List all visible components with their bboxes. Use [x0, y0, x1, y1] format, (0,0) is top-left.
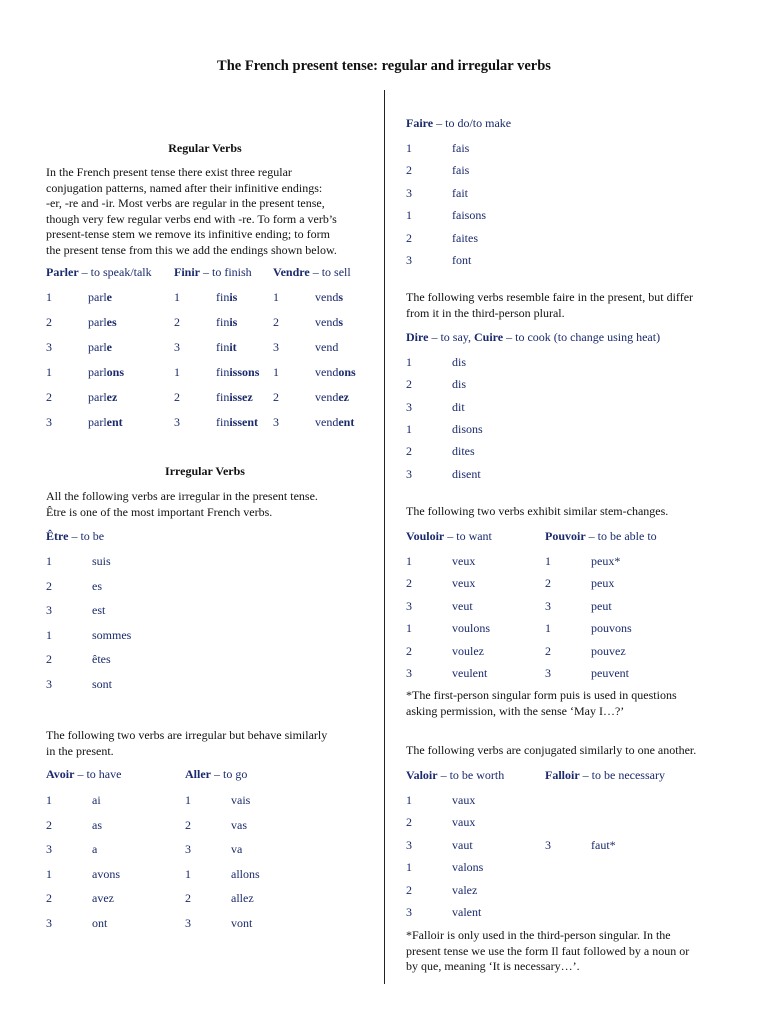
faire-header: Faire – to do/to make: [406, 116, 512, 130]
conjugation: es: [92, 578, 102, 593]
person-number: 1: [545, 554, 551, 568]
person-number: 2: [46, 817, 52, 832]
ending: ent: [338, 415, 355, 429]
ending: is: [229, 290, 238, 304]
avoir-intro: [46, 728, 376, 759]
stem: parl: [88, 290, 107, 304]
person-number: 3: [174, 340, 180, 354]
conjugation: avez: [92, 891, 114, 906]
conjugation: [315, 390, 349, 405]
ending: ez: [106, 390, 118, 404]
conjugation: dis: [452, 355, 467, 369]
person-number: 1: [46, 866, 52, 881]
verb-meaning: to want: [456, 529, 492, 543]
conjugation: ont: [92, 916, 108, 930]
verb-name: Avoir: [46, 767, 75, 781]
ending: issent: [229, 415, 259, 429]
conjugation: [88, 290, 112, 305]
stem: fin: [216, 415, 230, 429]
stem: vend: [315, 340, 339, 354]
verb-meaning: to go: [223, 767, 248, 781]
verb-meaning: to be necessary: [591, 768, 665, 782]
conjugation: as: [92, 817, 102, 832]
conjugation: fais: [452, 163, 470, 178]
person-number: 2: [46, 315, 52, 329]
regular-verb-header: [273, 265, 351, 280]
conjugation: dites: [452, 444, 475, 459]
conjugation: [88, 365, 124, 380]
valoir-header: Valoir – to be worth: [406, 768, 505, 782]
person-number: 3: [406, 905, 412, 919]
conjugation: [315, 315, 343, 330]
ending: is: [229, 315, 238, 329]
person-number: 3: [273, 415, 279, 429]
stem: vend: [315, 315, 339, 329]
stem: parl: [88, 365, 107, 379]
verb-meaning: to be able to: [597, 529, 657, 543]
conjugation: [216, 290, 237, 305]
note-line: *The first-person singular form puis is used in questions: [406, 688, 677, 702]
person-number: 1: [46, 793, 52, 807]
person-number: 3: [174, 415, 180, 429]
conjugation: dis: [452, 377, 467, 392]
conjugation: valent: [452, 905, 482, 919]
person-number: 2: [185, 817, 191, 832]
person-number: 2: [406, 815, 412, 830]
verb-name: Être: [46, 529, 69, 543]
regular-verbs-heading: Regular Verbs: [168, 141, 242, 155]
person-number: 3: [406, 666, 412, 680]
conjugation: avons: [92, 866, 120, 881]
conjugation: vas: [231, 817, 247, 832]
conjugation: font: [452, 253, 472, 267]
person-number: 3: [46, 415, 52, 429]
person-number: 1: [185, 866, 191, 881]
regular-intro-line: conjugation patterns, named after their infinitive endings:: [46, 180, 323, 195]
dire-intro-line: from it in the third-person plural.: [406, 305, 565, 320]
note-line: asking permission, with the sense ‘May I…?’: [406, 703, 625, 718]
person-number: 1: [406, 860, 412, 875]
person-number: 2: [545, 643, 551, 658]
dire-intro: [406, 290, 736, 321]
conjugation: veux: [452, 554, 476, 568]
avoir-intro-line: in the present.: [46, 743, 114, 758]
person-number: 2: [406, 576, 412, 591]
ending: ons: [338, 365, 356, 379]
regular-verb-header: [174, 265, 252, 280]
verb-name: Faire: [406, 116, 434, 130]
person-number: 1: [46, 365, 52, 379]
verb-name: Parler: [46, 265, 79, 279]
person-number: 3: [46, 677, 52, 691]
ending: ent: [106, 415, 123, 429]
falloir-form: faut*: [591, 838, 616, 852]
stem: fin: [216, 290, 230, 304]
person-number: 1: [406, 421, 412, 436]
conjugation: [216, 340, 237, 355]
verb-meaning: to be worth: [449, 768, 505, 782]
falloir-person: 3: [545, 838, 551, 852]
conjugation: peux*: [591, 554, 621, 568]
conjugation: [88, 340, 112, 355]
person-number: 2: [545, 576, 551, 591]
regular-intro: [46, 165, 376, 258]
conjugation: allons: [231, 866, 260, 881]
conjugation: est: [92, 603, 106, 618]
pouvoir-header: Pouvoir – to be able to: [545, 529, 657, 543]
regular-intro-line: present-tense stem we remove its infinitive ending; to form: [46, 227, 330, 241]
conjugation: [315, 290, 343, 305]
person-number: 3: [46, 340, 52, 354]
conjugation: [88, 390, 117, 405]
conjugation: va: [231, 842, 243, 857]
avoir-header: Avoir – to have: [46, 767, 122, 781]
person-number: 1: [406, 208, 412, 223]
person-number: 3: [406, 837, 412, 852]
falloir-note: [406, 928, 736, 975]
conjugation: vaut: [452, 837, 473, 852]
verb-meaning: – to speak/talk: [78, 265, 152, 279]
person-number: 2: [273, 390, 279, 404]
person-number: 2: [185, 891, 191, 906]
stem: fin: [216, 315, 230, 329]
falloir-header: Falloir – to be necessary: [545, 768, 665, 782]
verb-name: Dire: [406, 330, 429, 344]
person-number: 2: [406, 377, 412, 392]
conjugation: peut: [591, 598, 612, 613]
ending: issez: [229, 390, 253, 404]
conjugation: [315, 340, 338, 355]
person-number: 3: [406, 185, 412, 200]
verb-name: Vendre: [273, 265, 310, 279]
ending: issons: [229, 365, 260, 379]
verb-meaning: to say,: [440, 330, 471, 344]
regular-intro-line: the present tense from this we add the endings shown below.: [46, 242, 337, 257]
conjugation: [216, 315, 237, 330]
verb-name-2: Cuire: [474, 330, 504, 344]
person-number: 2: [406, 444, 412, 459]
person-number: 3: [185, 842, 191, 857]
stem: parl: [88, 390, 107, 404]
conjugation: [315, 415, 354, 430]
irregular-intro-line: All the following verbs are irregular in the present tense.: [46, 489, 318, 503]
verb-name: Valoir: [406, 768, 438, 782]
conjugation: [216, 390, 253, 405]
person-number: 3: [46, 603, 52, 618]
person-number: 2: [46, 390, 52, 404]
person-number: 3: [46, 916, 52, 930]
person-number: 3: [406, 399, 412, 414]
verb-name: Vouloir: [406, 529, 445, 543]
verb-name: Finir: [174, 265, 200, 279]
conjugation: [216, 415, 258, 430]
conjugation: sont: [92, 677, 113, 691]
conjugation: valez: [452, 882, 478, 897]
conjugation: [88, 415, 123, 430]
dire-intro-line: The following verbs resemble faire in the present, but differ: [406, 290, 694, 304]
stem: parl: [88, 340, 107, 354]
conjugation: allez: [231, 891, 254, 906]
note-line: present tense we use the form Il faut followed by a noun or: [406, 943, 690, 958]
conjugation: vont: [231, 916, 253, 930]
vouloir-header: Vouloir – to want: [406, 529, 492, 543]
conjugation: veut: [452, 598, 473, 613]
stem: parl: [88, 415, 107, 429]
person-number: 1: [406, 355, 412, 369]
conjugation: êtes: [92, 652, 111, 667]
ending: e: [106, 340, 112, 354]
person-number: 1: [406, 141, 412, 155]
conjugation: valons: [452, 860, 484, 875]
conjugation: vais: [231, 793, 251, 807]
verb-meaning: – to finish: [200, 265, 252, 279]
person-number: 2: [406, 643, 412, 658]
conjugation: pouvons: [591, 621, 632, 636]
aller-header: Aller – to go: [185, 767, 248, 781]
person-number: 3: [545, 598, 551, 613]
stem: parl: [88, 315, 107, 329]
person-number: 3: [46, 842, 52, 857]
ending: e: [106, 290, 112, 304]
conjugation: sommes: [92, 627, 132, 642]
conjugation: disons: [452, 421, 483, 436]
conjugation: suis: [92, 554, 111, 568]
person-number: 2: [46, 891, 52, 906]
person-number: 1: [406, 554, 412, 568]
conjugation: fais: [452, 141, 470, 155]
person-number: 1: [545, 621, 551, 636]
conjugation: a: [92, 842, 98, 857]
person-number: 3: [545, 666, 551, 680]
vouloir-intro: The following two verbs exhibit similar stem-changes.: [406, 504, 669, 518]
verb-meaning: to do/to make: [445, 116, 512, 130]
conjugation: [88, 315, 117, 330]
person-number: 3: [406, 253, 412, 267]
verb-name: Aller: [185, 767, 211, 781]
conjugation: voulons: [452, 621, 491, 636]
conjugation: pouvez: [591, 643, 626, 658]
conjugation: dit: [452, 399, 465, 414]
regular-intro-line: -er, -re and -ir. Most verbs are regular in the present tense,: [46, 196, 325, 210]
conjugation: ai: [92, 793, 101, 807]
ending: ons: [106, 365, 124, 379]
person-number: 1: [174, 290, 180, 304]
stem: vend: [315, 365, 339, 379]
note-line: by que, meaning ‘It is necessary…’.: [406, 959, 580, 973]
conjugation: vaux: [452, 815, 476, 830]
person-number: 1: [273, 290, 279, 304]
person-number: 1: [406, 793, 412, 807]
regular-intro-line: though very few regular verbs end with -re. To form a verb’s: [46, 211, 337, 226]
column-divider: [384, 90, 385, 984]
pouvoir-note: [406, 688, 736, 719]
person-number: 1: [406, 621, 412, 636]
conjugation: voulez: [452, 643, 484, 658]
person-number: 1: [273, 365, 279, 379]
person-number: 3: [185, 916, 191, 930]
verb-meaning: to be: [80, 529, 105, 543]
ending: es: [106, 315, 117, 329]
conjugation: peuvent: [591, 666, 629, 680]
ending: ez: [338, 390, 349, 404]
irregular-intro: [46, 489, 376, 520]
ending: it: [229, 340, 237, 354]
conjugation: faisons: [452, 208, 486, 223]
conjugation: veulent: [452, 666, 488, 680]
person-number: 1: [46, 627, 52, 642]
stem: fin: [216, 390, 230, 404]
stem: fin: [216, 365, 230, 379]
person-number: 2: [174, 315, 180, 329]
person-number: 2: [46, 578, 52, 593]
stem: vend: [315, 290, 339, 304]
conjugation: veux: [452, 576, 476, 591]
irregular-verbs-heading: Irregular Verbs: [165, 464, 245, 478]
person-number: 1: [185, 793, 191, 807]
note-line: *Falloir is only used in the third-person singular. In the: [406, 928, 671, 942]
avoir-intro-line: The following two verbs are irregular but behave similarly: [46, 728, 328, 742]
person-number: 2: [406, 230, 412, 245]
dire-cuire-header: Dire – to say, Cuire – to cook (to change using heat): [406, 330, 661, 344]
conjugation: vaux: [452, 793, 476, 807]
person-number: 3: [406, 466, 412, 481]
person-number: 2: [406, 163, 412, 178]
ending: s: [338, 290, 343, 304]
conjugation: disent: [452, 466, 481, 481]
stem: vend: [315, 390, 339, 404]
verb-meaning-2: to cook (to change using heat): [515, 330, 661, 344]
person-number: 1: [46, 290, 52, 304]
person-number: 2: [174, 390, 180, 404]
person-number: 2: [46, 652, 52, 667]
regular-verb-header: [46, 265, 152, 280]
conjugation: fait: [452, 185, 468, 200]
conjugation: [216, 365, 259, 380]
conjugation: [315, 365, 356, 380]
conjugation: peux: [591, 576, 615, 591]
etre-header: Être – to be: [46, 529, 105, 543]
irregular-intro-line: Être is one of the most important French verbs.: [46, 504, 273, 519]
person-number: 3: [273, 340, 279, 354]
valoir-intro: The following verbs are conjugated similarly to one another.: [406, 743, 697, 757]
person-number: 3: [406, 598, 412, 613]
regular-intro-line: In the French present tense there exist three regular: [46, 165, 292, 179]
person-number: 2: [273, 315, 279, 329]
person-number: 1: [46, 554, 52, 568]
verb-name: Pouvoir: [545, 529, 586, 543]
ending: s: [338, 315, 343, 329]
person-number: 1: [174, 365, 180, 379]
conjugation: faites: [452, 230, 478, 245]
stem: fin: [216, 340, 230, 354]
page-title: The French present tense: regular and irregular verbs: [217, 58, 551, 74]
person-number: 2: [406, 882, 412, 897]
verb-name: Falloir: [545, 768, 580, 782]
verb-meaning: to have: [86, 767, 122, 781]
verb-meaning: – to sell: [309, 265, 351, 279]
stem: vend: [315, 415, 339, 429]
